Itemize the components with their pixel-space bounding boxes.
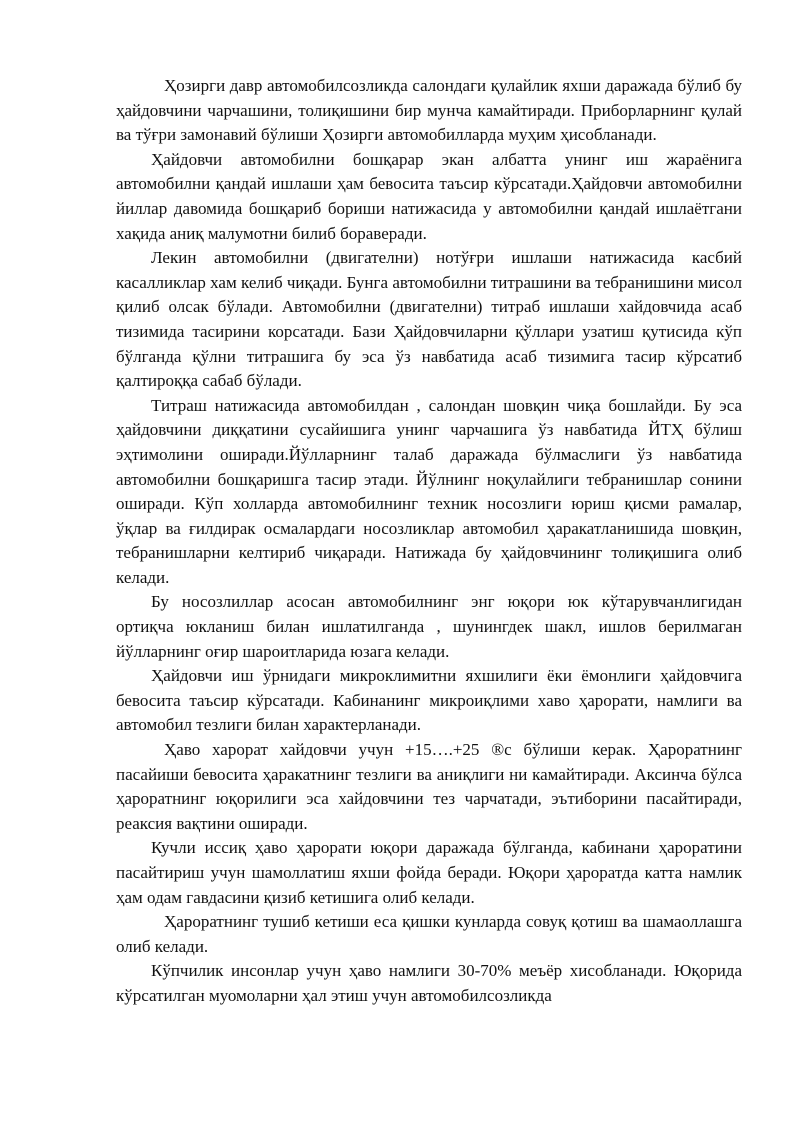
paragraph-8: Кучли иссиқ ҳаво ҳарорати юқори даражада бўлганда, кабинани ҳароратини пасайтириш учун шамоллатиш яхши фойда беради. Юқори ҳароратда катта намлик ҳам одам гавдасини қизиб кетишига олиб келади.	[116, 838, 742, 907]
paragraph-3: Лекин автомобилни (двигателни) нотўғри ишлаши натижасида касбий касалликлар хам келиб чиқади. Бунга автомобилни титрашини ва тебранишини мисол қилиб олсак бўлади. Автомобилни (двигателни) титраб ишлаши хайдовчида асаб тизимида тасирини корсатади. Бази Ҳайдовчиларни қўллари узатиш қутисида кўп бўлганда қўлни титрашига бу эса ўз навбатида асаб тизимига тасир кўрсатиб қалтироққа сабаб бўлади.	[116, 248, 742, 391]
paragraph-2: Ҳайдовчи автомобилни бошқарар экан албатта унинг иш жараёнига автомобилни қандай ишлаши ҳам бевосита таъсир кўрсатади.Ҳайдовчи автомобилни йиллар давомида бошқариб бориши натижасида у автомобилни қандай ишлаётгани хақида аниқ малумотни билиб бораверади.	[116, 149, 742, 243]
paragraph-1: Ҳозирги давр автомобилсозликда салондаги қулайлик яхши даражада бўлиб бу ҳайдовчини чарчашини, толиқишини бир мунча камайтиради. Приборларнинг қулай ва тўғри замонавий бўлиши Ҳозирги автомобилларда муҳим ҳисобланади.	[116, 76, 742, 145]
paragraph-9: Ҳароратнинг тушиб кетиши еса қишки кунларда совуқ қотиш ва шамаоллашга олиб келади.	[116, 912, 742, 956]
paragraph-7: Ҳаво харорат хайдовчи учун +15….+25 ®с бўлиши керак. Ҳароратнинг пасайиши бевосита ҳаракатнинг тезлиги ва аниқлиги ни камайтиради. Аксинча бўлса ҳароратнинг юқорилиги эса хайдовчини тез чарчатади, эътиборини пасайтиради, реаксия вақтини оширади.	[116, 740, 742, 833]
paragraph-10: Кўпчилик инсонлар учун ҳаво намлиги 30-70% меъёр хисобланади. Юқорида кўрсатилган муомоларни ҳал этиш учун автомобилсозликда	[116, 961, 742, 1005]
paragraph-5: Бу носозлиллар асосан автомобилнинг энг юқори юк кўтарувчанлигидан ортиқча юкланиш билан ишлатилганда , шунингдек шакл, ишлов берилмаган йўлларнинг оғир шароитларида юзага келади.	[116, 592, 742, 661]
document-page	[116, 74, 742, 1009]
paragraph-4: Титраш натижасида автомобилдан , салондан шовқин чиқа бошлайди. Бу эса ҳайдовчини диққатини сусайишига унинг чарчашига ўз навбатида ЙТҲ бўлиш эҳтимолини оширади.Йўлларнинг талаб даражада бўлмаслиги ўз навбатида автомобилни бошқаришга тасир этади. Йўлнинг ноқулайлиги тебранишлар сонини оширади. Кўп холларда автомобилнинг техник носозлиги юриш қисми рамалар, ўқлар ва ғилдирак осмалардаги носозликлар автомобил ҳаракатланишида шовқин, тебранишларни келтириб чиқаради. Натижада бу ҳайдовчининг толиқишига олиб келади.	[116, 395, 742, 587]
paragraph-6: Ҳайдовчи иш ўрнидаги микроклимитни яхшилиги ёки ёмонлиги ҳайдовчига бевосита таъсир кўрсатади. Кабинанинг микроиқлими хаво ҳарорати, намлиги ва автомобил тезлиги билан характерланади.	[116, 666, 742, 735]
